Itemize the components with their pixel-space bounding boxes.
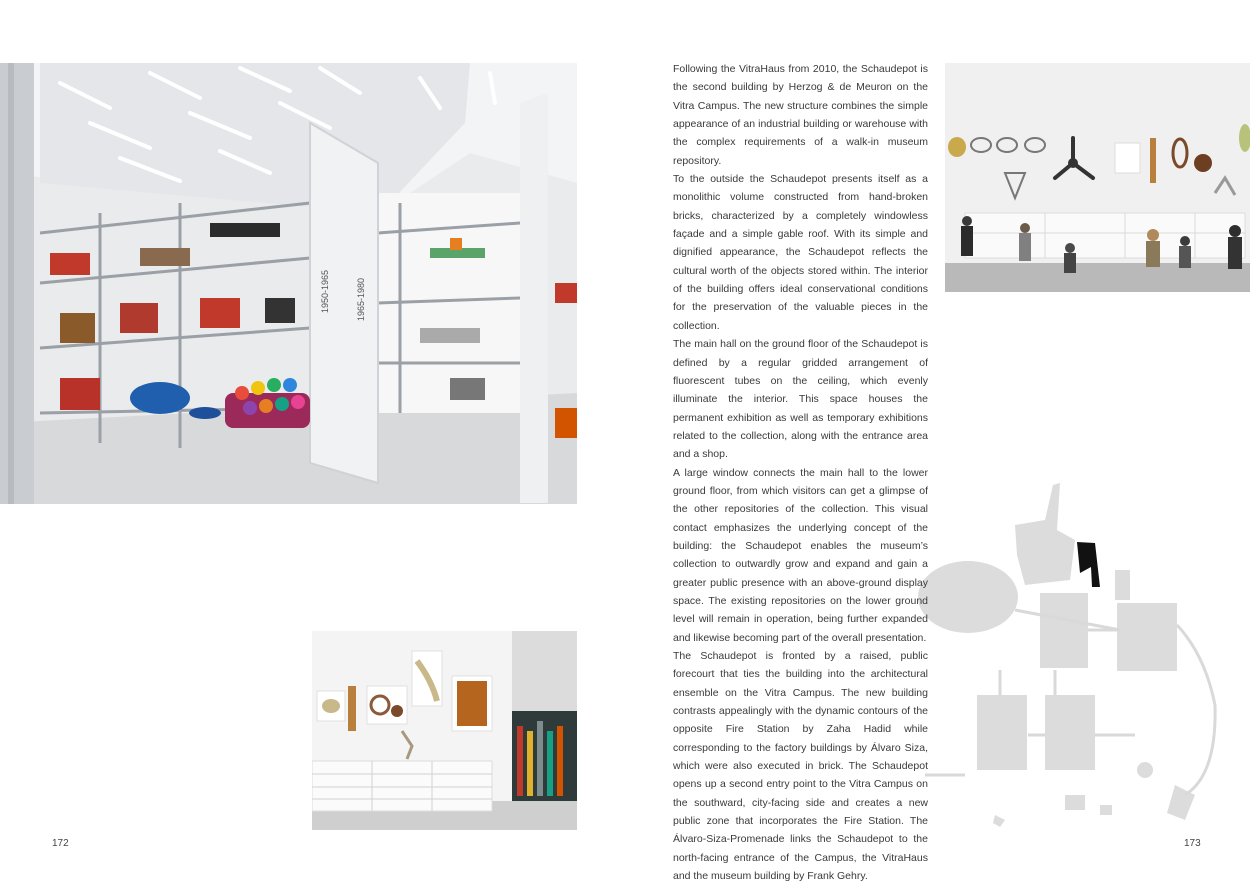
display-wall-illustration xyxy=(312,631,577,830)
site-plan-illustration xyxy=(905,475,1225,850)
display-wall-photo xyxy=(312,631,577,830)
schaudepot-marker xyxy=(1077,542,1100,587)
paragraph-4: A large window connects the main hall to the lower ground floor, from which visitors can get a glimpse of the other repositories of the collection. This visual contact emphasizes the underlying concept of the building: the Schaudepot enables the museum’s collection to outwardly grow and expand and gain a greater public presence with an above-ground display space. The existing repositories on the lower ground level will remain in operation, being further expanded and likewise becoming part of the overall presentation. xyxy=(673,466,928,644)
page-number-left: 172 xyxy=(52,838,69,849)
site-plan-map xyxy=(905,475,1225,850)
paragraph-2: To the outside the Schaudepot presents itself as a monolithic volume constructed from hand-broken bricks, characterized by a completely windowless façade and a simple gable roof. With its simple and dignified appearance, the Schaudepot reflects the cultural worth of the objects stored within. The interior of the building offers ideal conservational conditions for the preservation of the valuable pieces in the collection. xyxy=(673,173,928,332)
page-number-right: 173 xyxy=(1184,838,1201,849)
visitors-overhead-photo xyxy=(945,63,1250,292)
paragraph-5: The Schaudepot is fronted by a raised, public forecourt that ties the building into the architectural ensemble on the Vitra Campus. The new building contrasts appealingly with the dynamic contours of the opposite Fire Station by Zaha Hadid while corresponding to the factory buildings by Álvaro Siza, which were also executed in brick. The Schaudepot opens up a second entry point to the Vitra Campus on the southward, city-facing side and creates a new public zone that incorporates the Fire Station. The Álvaro-Siza-Promenade links the Schaudepot to the north-facing entrance of the Campus, the VitraHaus and the museum building by Frank Gehry. xyxy=(673,650,928,883)
paragraph-3: The main hall on the ground floor of the Schaudepot is defined by a regular gridded arrangement of fluorescent tubes on the ceiling, which evenly illuminate the interior. This space houses the permanent exhibition as well as temporary exhibitions related to the collection, along with the entrance area and a shop. xyxy=(673,338,928,461)
exhibition-hall-illustration xyxy=(0,63,577,504)
display-label-a: 1950-1965 xyxy=(320,269,330,313)
article-body xyxy=(673,60,928,885)
exhibition-hall-photo xyxy=(0,63,577,504)
paragraph-1: Following the VitraHaus from 2010, the Schaudepot is the second building by Herzog & de Meuron on the Vitra Campus. The new structure combines the simple appearance of an industrial building or warehouse with the complex requirements of a walk-in museum repository. xyxy=(673,63,928,167)
visitors-overhead-illustration xyxy=(945,63,1250,292)
display-label-b: 1965-1980 xyxy=(356,277,366,321)
